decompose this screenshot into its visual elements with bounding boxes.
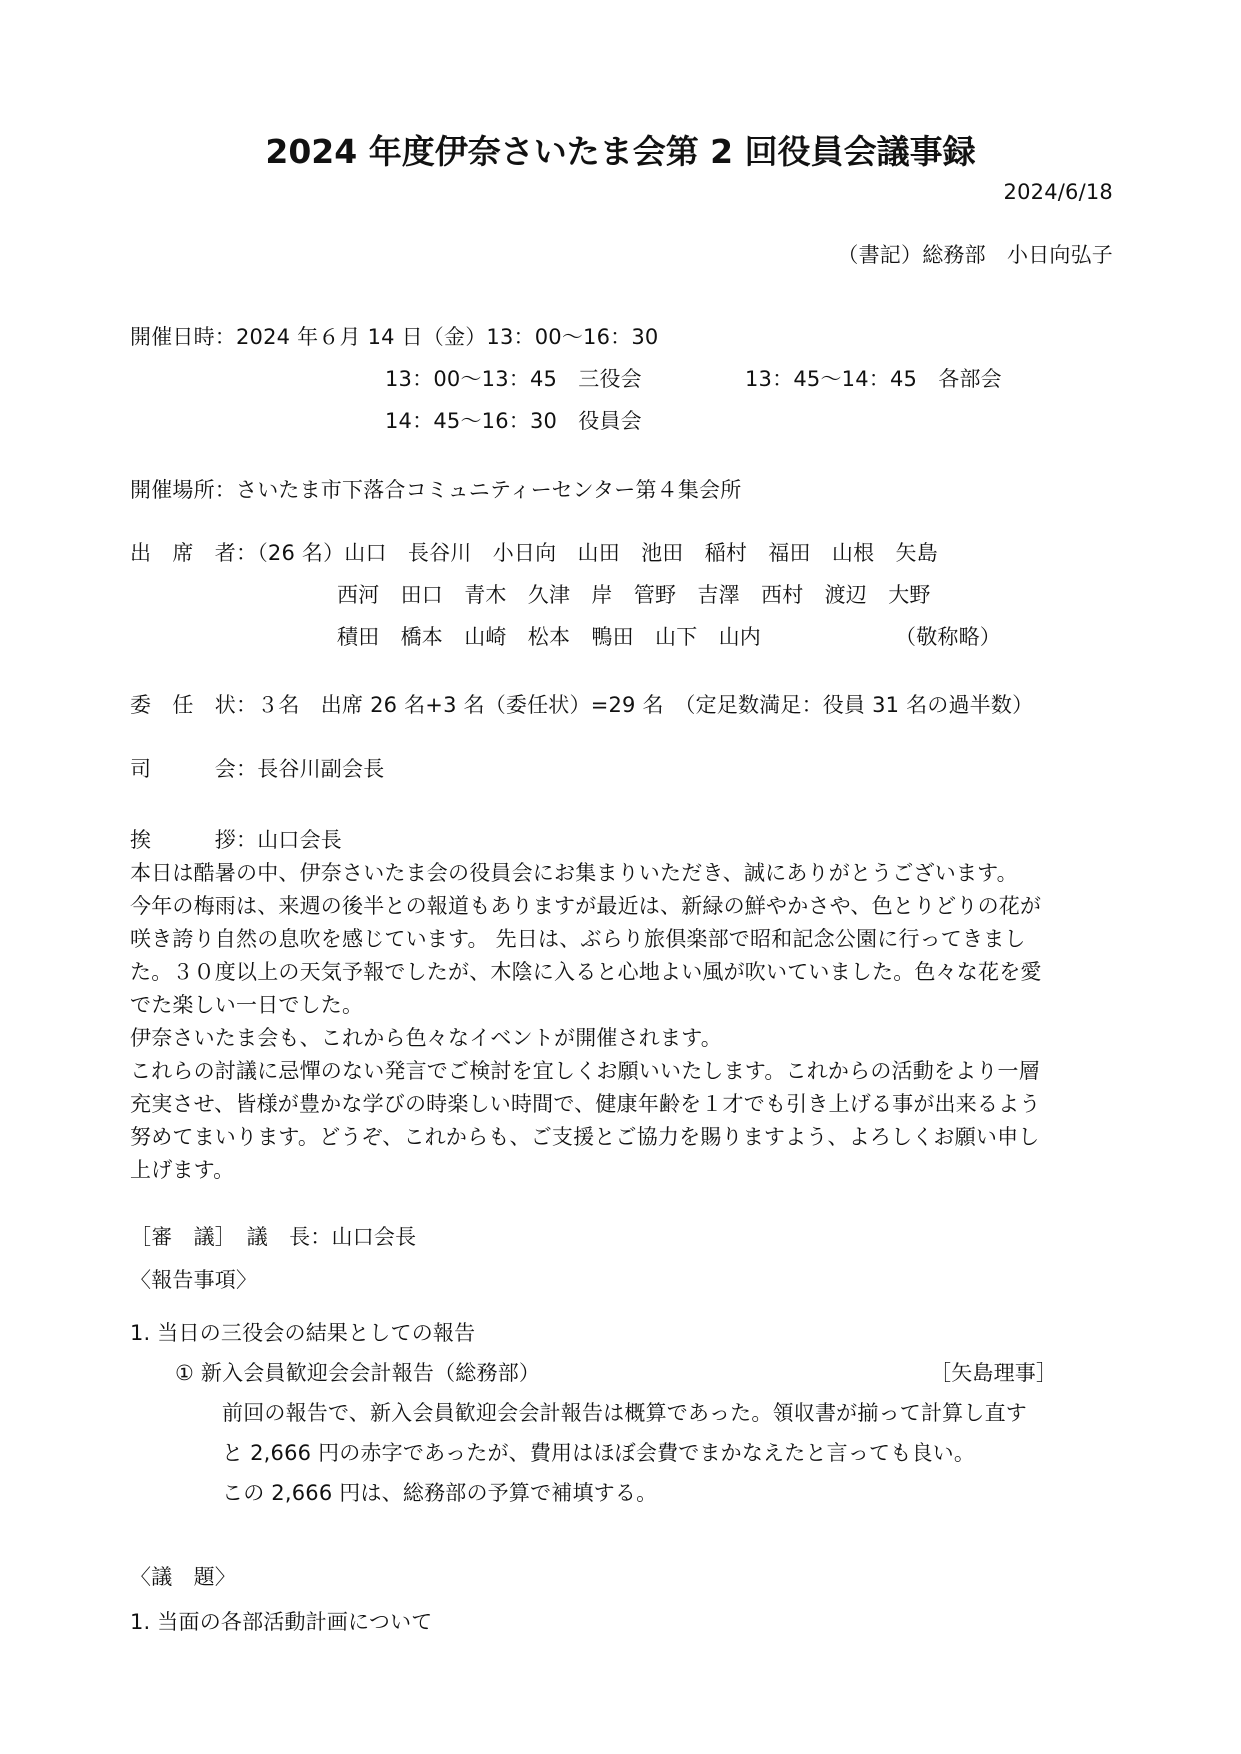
greeting-line: 伊奈さいたま会も、これから色々なイベントが開催されます。 <box>130 1026 722 1050</box>
report-item-1: 1. 当日の三役会の結果としての報告 <box>130 1321 476 1345</box>
greeting-line: 努めてまいります。どうぞ、これからも、ご支援とご協力を賜りますよう、よろしくお願い申し <box>130 1125 1040 1149</box>
page-title: 2024 年度伊奈さいたま会第 2 回役員会議事録 <box>265 132 976 171</box>
report-sub-item-1: ① 新入会員歓迎会会計報告（総務部） <box>175 1361 541 1385</box>
meeting-venue: 開催場所：さいたま市下落合コミュニティーセンター第４集会所 <box>130 478 742 502</box>
greeting-line: 今年の梅雨は、来週の後半との報道もありますが最近は、新緑の鮮やかさや、色とりどりの花が <box>130 894 1042 918</box>
schedule-kakubukai: 13：45～14：45 各部会 <box>745 367 1002 391</box>
report-body-line: 前回の報告で、新入会員歓迎会会計報告は概算であった。領収書が揃って計算し直す <box>222 1401 1027 1425</box>
report-sub-item-1-presenter: ［矢島理事］ <box>930 1361 1058 1385</box>
honorifics-omitted-note: （敬称略） <box>895 625 1001 649</box>
greeting-line: 上げます。 <box>130 1158 235 1182</box>
recorder: （書記）総務部 小日向弘子 <box>837 243 1113 267</box>
attendees-line-3: 積田 橋本 山崎 松本 鴨田 山下 山内 <box>337 625 761 649</box>
greeting-line: た。３０度以上の天気予報でしたが、木陰に入ると心地よい風が吹いていました。色々な花を愛 <box>130 960 1042 984</box>
report-body-line: と 2,666 円の赤字であったが、費用はほぼ会費でまかなえたと言っても良い。 <box>222 1441 976 1465</box>
proxy-quorum: 委 任 状：３名 出席 26 名+3 名（委任状）=29 名 （定足数満足：役員 31 名の過半数） <box>130 693 1034 717</box>
report-body-line: この 2,666 円は、総務部の予算で補填する。 <box>222 1481 658 1505</box>
greeting-line: でた楽しい一日でした。 <box>130 993 364 1017</box>
greeting-line: これらの討議に忌憚のない発言でご検討を宜しくお願いいたします。これからの活動をより一層 <box>130 1059 1040 1083</box>
deliberation-heading: ［審 議］ 議 長：山口会長 <box>130 1225 417 1249</box>
schedule-sanyakukai: 13：00～13：45 三役会 <box>385 367 642 391</box>
greeting-line: 本日は酷暑の中、伊奈さいたま会の役員会にお集まりいただき、誠にありがとうございます。 <box>130 861 1018 885</box>
greeting-line: 充実させ、皆様が豊かな学びの時楽しい時間で、健康年齢を１才でも引き上げる事が出来るよう <box>130 1092 1041 1116</box>
greeting-line: 咲き誇り自然の息吹を感じています。 先日は、ぶらり旅倶楽部で昭和記念公園に行ってきまし <box>130 927 1026 951</box>
document-date: 2024/6/18 <box>1003 180 1113 204</box>
attendees-line-2: 西河 田口 青木 久津 岸 管野 吉澤 西村 渡辺 大野 <box>337 583 931 607</box>
chairperson: 司 会：長谷川副会長 <box>130 757 385 781</box>
agenda-item-1: 1. 当面の各部活動計画について <box>130 1610 433 1634</box>
greeting-heading: 挨 拶：山口会長 <box>130 828 342 852</box>
reports-heading: 〈報告事項〉 <box>130 1268 258 1292</box>
agenda-heading: 〈議 題〉 <box>130 1565 236 1589</box>
attendees-line-1: 出 席 者：（26 名）山口 長谷川 小日向 山田 池田 稲村 福田 山根 矢島 <box>130 541 938 565</box>
meeting-datetime: 開催日時：2024 年６月 14 日（金）13：00～16：30 <box>130 325 659 349</box>
schedule-yakuinkai: 14：45～16：30 役員会 <box>385 409 642 433</box>
